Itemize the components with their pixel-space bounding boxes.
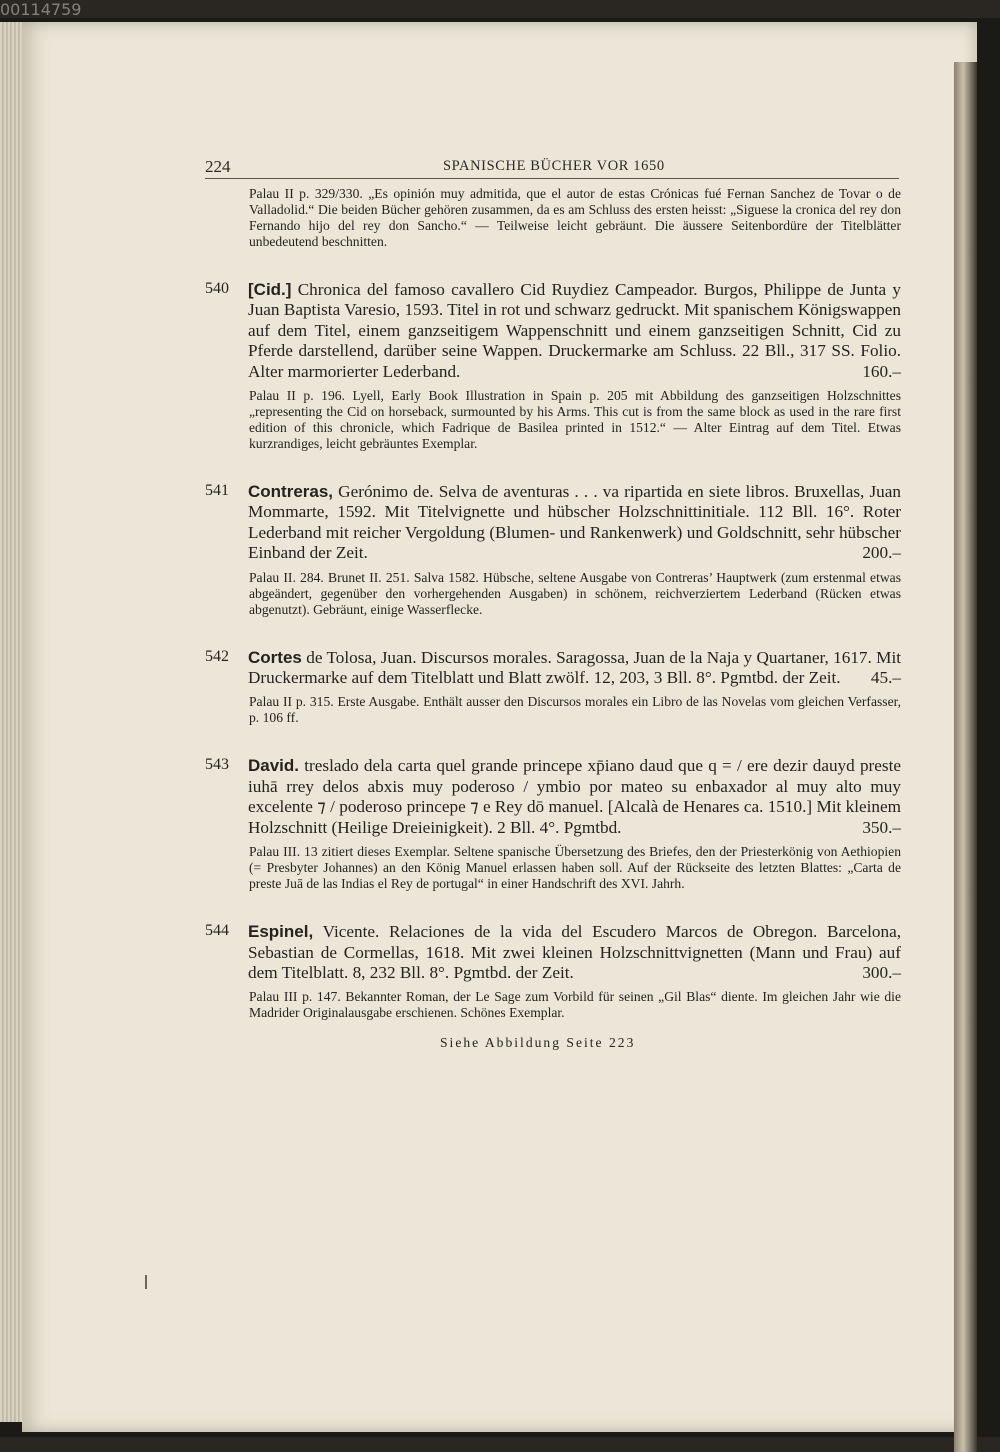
entry-text: Vicente. Relaciones de la vida del Escudero Marcos de Obregon. Barcelona, Sebastian de Cormellas, 1618. Mit zwei kleinen Holzschnittvignetten (Mann und Frau) auf dem Titelblatt. 8, 232 Bll. 8°. Pgmtbd. der Zeit. (248, 922, 901, 982)
entry-text: treslado dela carta quel grande princepe xp̄iano daud que q = / ere dezir dauyd preste iuhā rrey delos abxis muy poderoso / ymbio por mateo su enbaxador al muy alto muy excelente ⁊ / poderoso princepe ⁊ e Rey dō manuel. [Alcalà de Henares ca. 1510.] Mit kleinem Holzschnitt (Heilige Dreieinigkeit). 2 Bll. 4°. Pgmtbd. (248, 756, 901, 837)
entry-number: 542 (205, 647, 229, 665)
page-gutter-edge (954, 62, 977, 1452)
entry-note: Palau II p. 315. Erste Ausgabe. Enthält ausser den Discursos morales ein Libro de las Novelas vom gleichen Verfasser, p. 106 ff. (249, 694, 901, 726)
entry-number: 541 (205, 482, 229, 500)
entry-heading: Espinel, (248, 922, 314, 942)
entry-body (248, 482, 901, 564)
catalog-entry (205, 922, 901, 1021)
corner-stamp: 00114759 (0, 0, 82, 19)
catalog-entry (205, 482, 901, 618)
page-number: 224 (205, 157, 231, 176)
catalog-entry (205, 648, 901, 727)
see-reference: Siehe Abbildung Seite 223 (440, 1034, 636, 1050)
entry-number: 543 (205, 756, 229, 774)
entry-heading: David. (248, 756, 300, 776)
catalog-content (205, 186, 901, 1051)
entry-price: 160.– (862, 361, 901, 381)
entry-text: de Tolosa, Juan. Discursos morales. Saragossa, Juan de la Naja y Quartaner, 1617. Mit Druckermarke auf dem Titelblatt und Blatt zwölf. 12, 203, 3 Bll. 8°. Pgmtbd. der Zeit. (248, 647, 901, 688)
entry-body (248, 922, 901, 983)
margin-mark (145, 1275, 147, 1289)
entry-heading: Cortes (248, 647, 302, 667)
entry-body (248, 648, 901, 689)
entry-number: 544 (205, 922, 229, 940)
entry-price: 300.– (862, 962, 901, 982)
entry-body (248, 280, 901, 382)
entry-note: Palau III. 13 zitiert dieses Exemplar. Seltene spanische Übersetzung des Briefes, den der Priesterkönig von Aethiopien (= Presbyter Johannes) an den König Manuel erlassen haben soll. Auf der Rückseite des letzten Blattes: „Carta de preste Juā de las Indias el Rey de portugal“ in einer Handschrift des XVI. Jahrh. (249, 844, 901, 892)
running-title: SPANISCHE BÜCHER VOR 1650 (443, 158, 665, 174)
intro-note: Palau II p. 329/330. „Es opinión muy admitida, que el autor de estas Crónicas fué Fernan Sanchez de Tovar o de Valladolid.“ Die beiden Bücher gehören zusammen, da es am Schluss des ersten heisst: „Siguese la cronica del rey don Fernando hijo del rey don Sancho.“ — Teilweise leicht gebräunt. Die äussere Seitenbordüre der Titelblätter unbedeutend beschnitten. (249, 186, 901, 249)
entry-text: Chronica del famoso cavallero Cid Ruydiez Campeador. Burgos, Philippe de Junta y Juan Baptista Varesio, 1593. Titel in rot und schwarz gedruckt. Mit spanischem Königswappen auf dem Titel, einem ganzseitigem Wappenschnitt und einem ganzseitigen Schnitt, Cid zu Pferde darstellend, darüber seine Wappen. Druckermarke am Schluss. 22 Bll., 317 SS. Folio. Alter marmorierter Lederband. (248, 280, 901, 381)
entry-price: 200.– (862, 543, 901, 563)
entry-body (248, 756, 901, 838)
entry-number: 540 (205, 280, 229, 297)
entry-note: Palau II p. 196. Lyell, Early Book Illustration in Spain p. 205 mit Abbildung des ganzseitigen Holzschnittes „representing the Cid on horseback, surmounted by his Arms. This cut is from the same block as used in the rare first edition of this chronicle, which Fadrique de Basilea printed in 1512.“ — Alter Eintrag auf dem Titel. Etwas kurzrandiges, leicht gebräuntes Exemplar. (249, 388, 901, 452)
entry-price: 350.– (862, 817, 901, 837)
header-rule (205, 178, 899, 179)
catalog-entry (205, 280, 901, 452)
entry-text: Gerónimo de. Selva de aventuras . . . va ripartida en siete libros. Bruxellas, Juan Mommarte, 1592. Mit Titelvignette und hübscher Holzschnittinitiale. 112 Bll. 16°. Roter Lederband mit reicher Vergoldung (Blumen- und Rankenwerk) und Goldschnitt, sehr hübscher Einband der Zeit. (248, 482, 901, 563)
page-header (205, 157, 900, 179)
entry-heading: [Cid.] (248, 280, 292, 299)
entry-heading: Contreras, (248, 482, 334, 502)
entry-price: 45.– (870, 668, 901, 688)
catalog-entry (205, 756, 901, 892)
entry-note: Palau III p. 147. Bekannter Roman, der Le Sage zum Vorbild für seinen „Gil Blas“ diente. Im gleichen Jahr wie die Madrider Originalausgabe erschienen. Schönes Exemplar. (249, 989, 901, 1021)
entry-note: Palau II. 284. Brunet II. 251. Salva 1582. Hübsche, seltene Ausgabe von Contreras’ Hauptwerk (zum erstenmal etwas abgeändert, gegenüber den vorhergehenden Ausgaben) in schönem, reichverziertem Lederband (Rücken etwas abgenutzt). Gebräunt, einige Wasserflecke. (249, 569, 901, 617)
